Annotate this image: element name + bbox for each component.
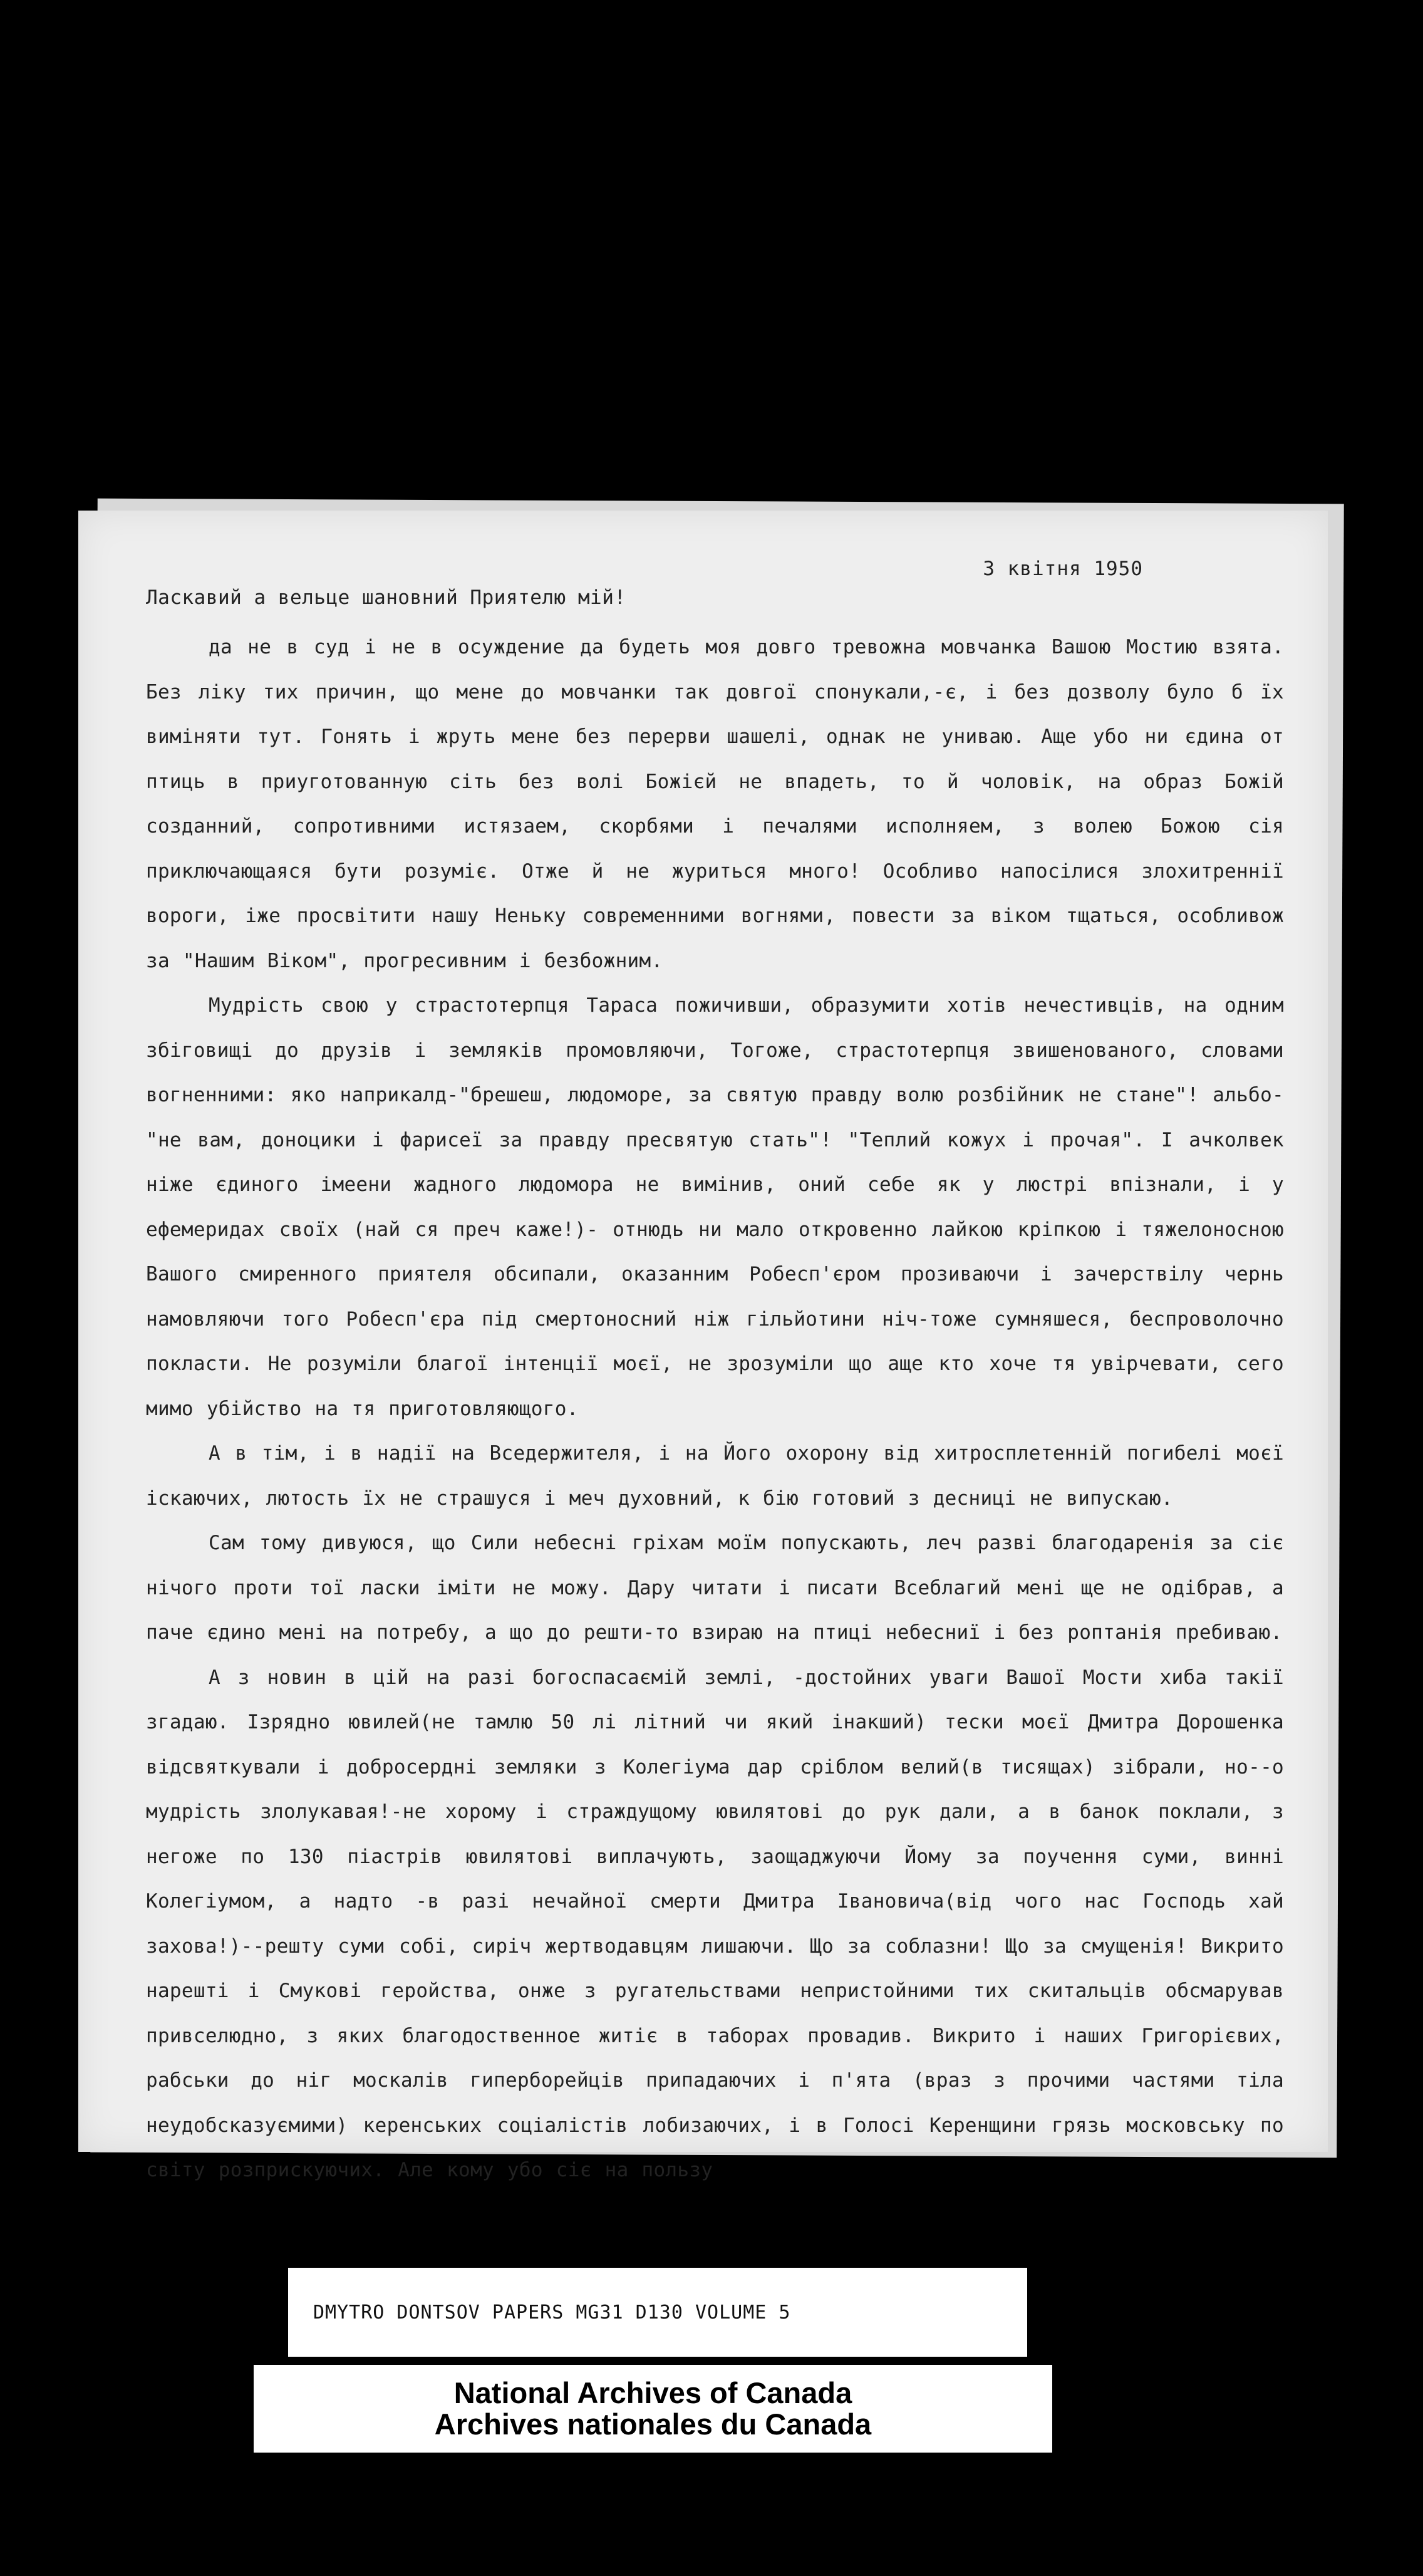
letter-page xyxy=(78,511,1328,2181)
archive-name-en: National Archives of Canada xyxy=(453,2376,852,2409)
letter-paragraph: А з новин в цій на разі богоспасаємій землі, -достойних уваги Вашої Мости хиба такії згадаю. Ізрядно ювилей(не тамлю 50 лі літний чи який інакший) тески моєї Дмитра Дорошенка відсвяткували і добросердні земляки з Колегіума дар сріблом велий(в тисящах) зібрали, но--о мудрість злолукавая!-не хорому і страждущому ювилятові до рук дали, а в банок поклали, з негоже по 130 піастрів ювилятові виплачують, заощаджуючи Йому за поучення суми, винні Колегіумом, а надто -в разі нечайної смерти Дмитра Івановича(від чого нас Господь хай захова!)--решту суми собі, сиріч жертводавцям лишаючи. Що за соблазни! Що за смущенія! Викрито нарешті і Смукові геройства, онже з ругательствами непристойними тих скитальців обсмарував привселюдно, з яких благодоственное житіє в таборах провадив. Викрито і наших Григорієвих, рабськи до ніг москалів гиперборейців припадаючих і п'ята (враз з прочими частями тіла неудобсказуємими) керенських соціалістів лобизаючих, і в Голосі Керенщини грязь московську по світу розприскуючих. Але кому убо сіє на пользу xyxy=(146,1666,1284,2181)
archive-stamp xyxy=(254,2365,1052,2453)
letter-paragraph: да не в суд і не в осуждение да будеть моя довго тревожна мовчанка Вашою Мостию взята. Без ліку тих причин, що мене до мовчанки так довгої спонукали,-є, і без дозволу було б їх виміняти тут. Гонять і жруть мене без перерви шашелі, однак не униваю. Аще убо ни єдина от птиць в приуготованную сіть без волі Божієй не впадеть, то й чоловік, на образ Божій созданний, сопротивними истязаем, скорбями і печалями исполняем, з волею Божою сія приключающаяся бути розуміє. Отже й не журиться много! Особливо напосілися злохитреннії вороги, іже просвітити нашу Неньку современними вогнями, повести за віком тщаться, особливож за "Нашим Віком", прогресивним і безбожним. xyxy=(146,636,1284,972)
letter-paragraph: А в тім, і в надії на Вседержителя, і на Його охорону від хитросплетенній погибелі моєї іскаючих, лютость їх не страшуся і меч духовний, к бію готовий з десниці не випускаю. xyxy=(146,1442,1284,1510)
letter-date: 3 квітня 1950 xyxy=(983,558,1143,580)
collection-label xyxy=(288,2268,1027,2357)
archive-name-fr: Archives nationales du Canada xyxy=(434,2407,872,2441)
letter-paragraph: Сам тому дивуюся, що Сили небесні гріхам моїм попускають, леч разві благодаренія за сіє нічого проти тої ласки іміти не можу. Дару читати і писати Всеблагий мені ще не одібрав, а паче єдино мені на потребу, а що до решти-то взираю на птиці небесниї і без роптанія пребиваю. xyxy=(146,1532,1284,1644)
collection-label-text: DMYTRO DONTSOV PAPERS MG31 D130 VOLUME 5 xyxy=(313,2301,791,2324)
letter-salutation: Ласкавий а вельце шановний Приятелю мій! xyxy=(146,586,626,609)
letter-paragraph: Мудрість свою у страстотерпця Тараса пожичивши, образумити хотів нечестивців, на одним збіговищі до друзів і земляків промовляючи, Тогоже, страстотерпця звишенованого, словами вогненними: яко наприкалд-"брешеш, людоморе, за святую правду волю розбійник не стане"! альбо-"не вам, доноцики і фарисеї за правду пресвятую стать"! "Теплий кожух і прочая". І ачколвек ніже єдиного імеени жадного людомора не вимінив, оний себе як у люстрі впізнали, і у ефемеридах своїх (най ся преч каже!)- отнюдь ни мало откровенно лайкою кріпкою і тяжелоносною Вашого смиренного приятеля обсипали, оказанним Робесп'єром прозиваючи і зачерствілу чернь намовляючи того Робесп'єра під смертоносний ніж гільйотини ніч-тоже сумняшеся, беспроволочно покласти. Не розуміли благої інтенції моєї, не зрозуміли що аще кто хоче тя увірчевати, сего мимо убійство на тя приготовляющого. xyxy=(146,994,1284,1420)
